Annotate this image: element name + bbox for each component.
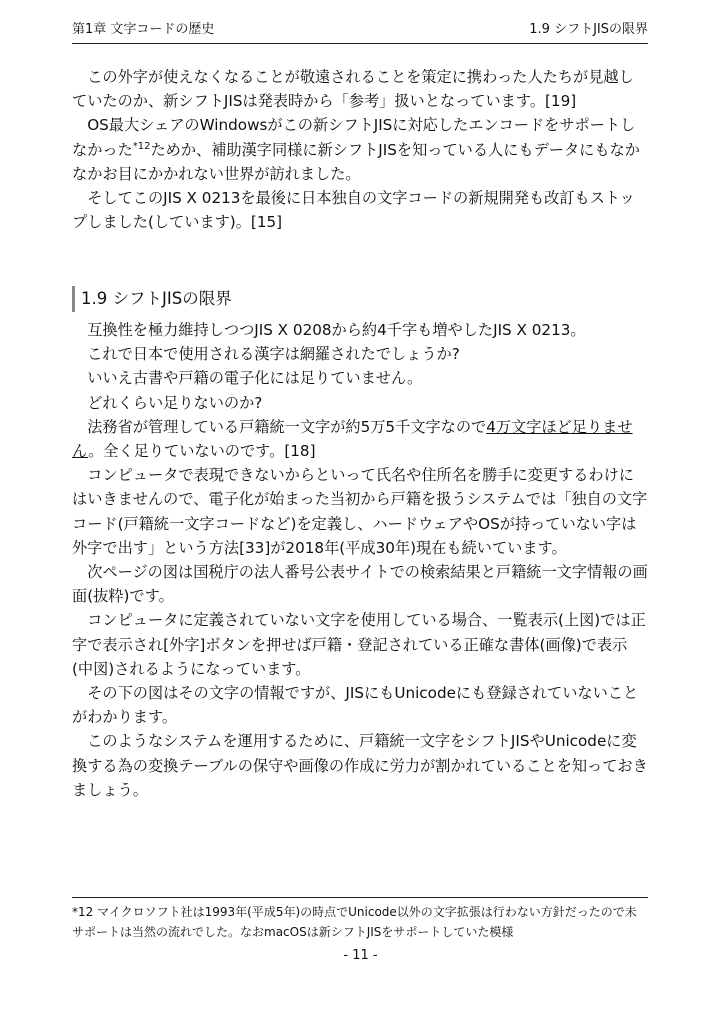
footnote: *12 マイクロソフト社は1993年(平成5年)の時点でUnicode以外の文字拡張は行わない方針だったので未サポートは当然の流れでした。なおmacOSは新シフトJISをサポートしていた模様 (72, 905, 637, 939)
paragraph: 次ページの図は国税庁の法人番号公表サイトでの検索結果と戸籍統一文字情報の画面(抜粋)です。 (72, 563, 648, 606)
page-number: - 11 - (343, 948, 378, 963)
footnote-divider (72, 897, 648, 898)
header-divider (72, 43, 648, 44)
footnote-reference: *12 (132, 140, 151, 152)
section-heading: 1.9 シフトJISの限界 (72, 286, 648, 312)
paragraph: コンピュータに定義されていない文字を使用している場合、一覧表示(上図)では正字で表示され[外字]ボタンを押せば戸籍・登記されている正確な書体(画像)で表示(中図)されるようになっています。 (72, 611, 646, 678)
paragraph: このようなシステムを運用するために、戸籍統一文字をシフトJISやUnicodeに変換する為の変換テーブルの保守や画像の作成に労力が割かれていることを知っておきましょう。 (72, 732, 648, 799)
paragraph: コンピュータで表現できないからといって氏名や住所名を勝手に変更するわけにはいきませんので、電子化が始まった当初から戸籍を扱うシステムでは「独自の文字コード(戸籍統一文字コードなど)を定義し、ハードウェアやOSが持っていない字は外字で出す」という方法[33]が2018年(平成30年)現在も続いています。 (72, 466, 648, 557)
paragraph-text: ためか、補助漢字同様に新シフトJISを知っている人にもデータにもなかなかお目にかかれない世界が訪れました。 (72, 140, 640, 183)
paragraph: これで日本で使用される漢字は網羅されたでしょうか? (87, 345, 460, 364)
paragraph-text: OS最大シェアのWindowsがこの新シフトJISに対応したエンコードをサポートしなかった (72, 116, 636, 159)
underlined-emphasis: 4万文字ほど足りません (72, 417, 633, 461)
paragraph-text: 。全く足りていないのです。[18] (88, 442, 316, 461)
paragraph-text: 法務省が管理している戸籍統一文字が約5万5千文字なので (87, 417, 487, 436)
header-section: 1.9 シフトJISの限界 (529, 22, 648, 37)
paragraph (72, 415, 648, 463)
running-header (72, 20, 648, 40)
paragraph (72, 113, 648, 186)
paragraph: この外字が使えなくなることが敬遠されることを策定に携わった人たちが見越していたのか、新シフトJISは発表時から「参考」扱いとなっています。[19] (72, 68, 634, 111)
paragraph: どれくらい足りないのか? (87, 393, 263, 412)
paragraph: 互換性を極力維持しつつJIS X 0208から約4千字も増やしたJIS X 0213。 (87, 321, 586, 339)
top-text-block (72, 65, 648, 234)
paragraph: いいえ古書や戸籍の電子化には足りていません。 (87, 369, 423, 388)
paragraph: そしてこのJIS X 0213を最後に日本独自の文字コードの新規開発も改訂もストップしました(しています)。[15] (72, 189, 635, 232)
header-chapter: 第1章 文字コードの歴史 (72, 22, 215, 37)
paragraph: その下の図はその文字の情報ですが、JISにもUnicodeにも登録されていないことがわかります。 (72, 684, 639, 727)
section-body (72, 318, 648, 802)
